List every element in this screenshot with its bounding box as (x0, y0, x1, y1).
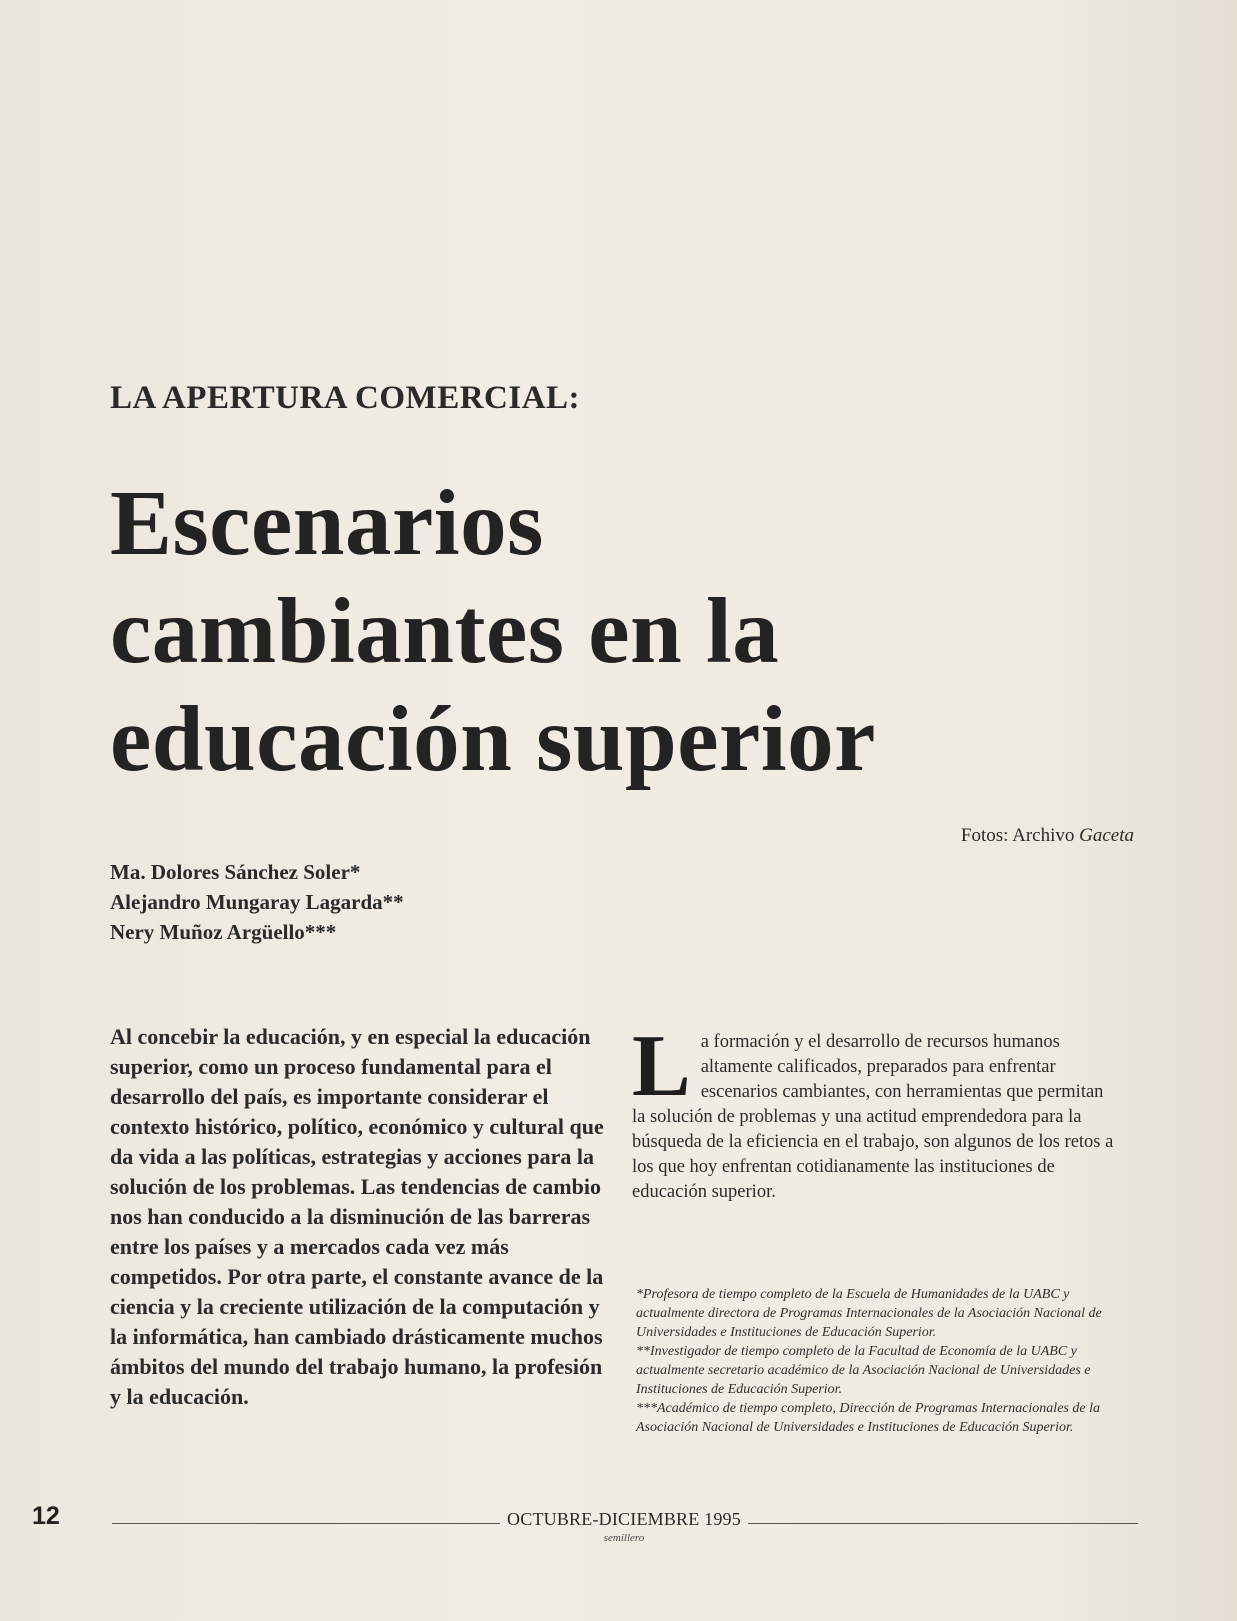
photo-credit-source: Gaceta (1079, 825, 1134, 846)
footer-rule (748, 1523, 1138, 1524)
page-footer (0, 1502, 1237, 1545)
photo-credit (961, 825, 1134, 847)
author-name: Nery Muñoz Argüello*** (110, 920, 337, 944)
author-name: Alejandro Mungaray Lagarda** (110, 890, 404, 914)
photo-credit-prefix: Fotos: Archivo (960, 825, 1075, 846)
headline-line-2: cambiantes en la (110, 580, 780, 683)
footer-rule (112, 1523, 500, 1524)
footnote: *Profesora de tiempo completo de la Escuela de Humanidades de la UABC y actualmente directora de Programas Internacionales de la Asociación Nacional de Universidades e Instituciones de Educación Superior. (636, 1287, 1102, 1340)
author-list (110, 857, 404, 947)
author-name: Ma. Dolores Sánchez Soler* (110, 860, 361, 884)
footnotes (636, 1285, 1136, 1437)
headline-line-1: Escenarios (110, 472, 544, 575)
drop-cap: L (632, 1018, 691, 1115)
footnote: ***Académico de tiempo completo, Dirección de Programas Internacionales de la Asociación Nacional de Universidades e Instituciones de Educación Superior. (636, 1401, 1100, 1435)
headline-line-3: educación superior (110, 688, 876, 791)
issue-date: OCTUBRE-DICIEMBRE 1995 (507, 1509, 741, 1529)
publication-name: semillero (603, 1532, 645, 1544)
article-headline (110, 470, 1110, 794)
section-kicker: LA APERTURA COMERCIAL: (110, 380, 581, 416)
footnote: **Investigador de tiempo completo de la Facultad de Economía de la UABC y actualmente secretario académico de la Asociación Nacional de Universidades e Instituciones de Educación Superior. (636, 1344, 1091, 1397)
body-text: a formación y el desarrollo de recursos humanos altamente calificados, preparados para enfrentar escenarios cambiantes, con herramientas que permitan la solución de problemas y una actitud emprendedora para la búsqueda de la eficiencia en el trabajo, son algunos de los retos a los que hoy enfrentan cotidianamente las instituciones de educación superior. (632, 1032, 1114, 1202)
body-paragraph (632, 1018, 1120, 1205)
lead-paragraph: Al concebir la educación, y en especial la educación superior, como un proceso fundamental para el desarrollo del país, es importante considerar el contexto histórico, político, económico y cultural que da vida a las políticas, estrategias y acciones para la solución de los problemas. Las tendencias de cambio nos han conducido a la disminución de las barreras entre los países y a mercados cada vez más competidos. Por otra parte, el constante avance de la ciencia y la creciente utilización de la computación y la informática, han cambiado drásticamente muchos ámbitos del mundo del trabajo humano, la profesión y la educación. (110, 1024, 604, 1409)
page-number: 12 (32, 1502, 60, 1530)
